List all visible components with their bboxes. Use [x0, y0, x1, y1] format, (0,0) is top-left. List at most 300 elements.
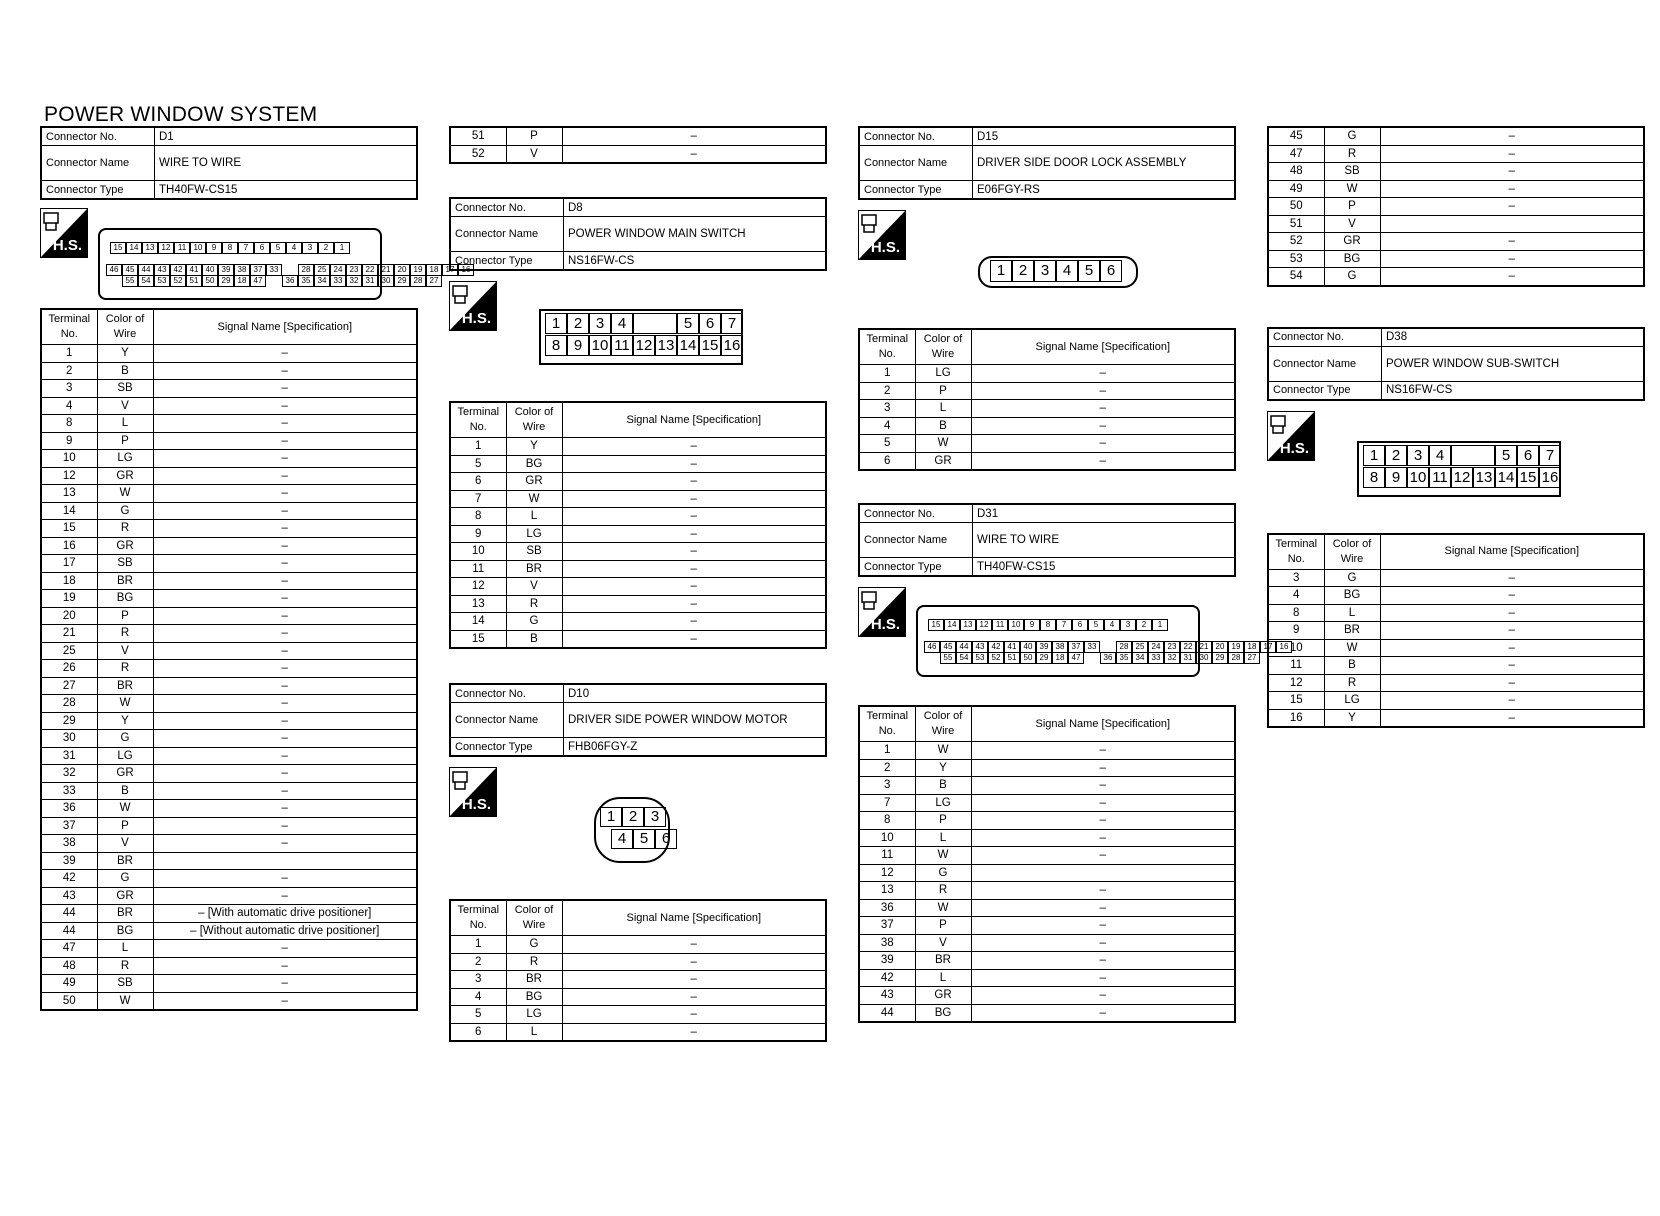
- wire-color-cell: SB: [1324, 163, 1380, 181]
- connector-pin: 51: [1004, 652, 1020, 664]
- connector-pin: 40: [202, 264, 218, 276]
- wire-color-cell: V: [1324, 215, 1380, 233]
- connector-pin: 15: [1517, 467, 1539, 488]
- terminal-no-cell: 51: [1268, 215, 1324, 233]
- signal-name-cell: –: [971, 742, 1235, 760]
- hs-label: H.S.: [870, 616, 900, 633]
- connector-pin: 3: [302, 242, 318, 254]
- signal-name-cell: –: [1380, 674, 1644, 692]
- wire-color-cell: W: [915, 847, 971, 865]
- terminal-no-cell: 2: [450, 953, 506, 971]
- signal-name-cell: –: [1380, 604, 1644, 622]
- table-row: [859, 452, 1235, 470]
- connector-pin: 9: [206, 242, 222, 254]
- terminal-no-cell: 44: [41, 922, 97, 940]
- table-row: [450, 525, 826, 543]
- connector-header-d8: [449, 197, 827, 271]
- connector-pin: [633, 313, 677, 334]
- table-row: [41, 520, 417, 538]
- connector-pin: 38: [1052, 641, 1068, 653]
- column-4: [1267, 126, 1645, 728]
- signal-name-cell: –: [153, 660, 417, 678]
- connector-type-label: Connector Type: [1268, 381, 1382, 400]
- connector-pin: [1451, 445, 1495, 466]
- signal-name-cell: –: [153, 380, 417, 398]
- wire-color-cell: W: [97, 992, 153, 1010]
- signal-name-cell: –: [562, 936, 826, 954]
- table-row: [859, 400, 1235, 418]
- table-row: [41, 957, 417, 975]
- connector-pin: 28: [1228, 652, 1244, 664]
- table-row: [1268, 233, 1644, 251]
- connector-pin: 28: [1116, 641, 1132, 653]
- connector-pin: 8: [1363, 467, 1385, 488]
- wire-color-cell: B: [97, 362, 153, 380]
- wire-color-cell: SB: [506, 543, 562, 561]
- connector-pin: 46: [924, 641, 940, 653]
- connector-header-d38: [1267, 327, 1645, 401]
- wire-color-cell: BG: [97, 590, 153, 608]
- terminal-no-cell: 10: [859, 829, 915, 847]
- signal-header: Signal Name [Specification]: [971, 706, 1235, 742]
- connector-pin: 15: [110, 242, 126, 254]
- connector-pin: 25: [1132, 641, 1148, 653]
- terminal-no-cell: 2: [859, 759, 915, 777]
- terminal-no-cell: 13: [450, 595, 506, 613]
- terminal-table-d31: [858, 705, 1236, 1023]
- table-row: [41, 992, 417, 1010]
- connector-pin: 12: [158, 242, 174, 254]
- connector-pin: 28: [410, 275, 426, 287]
- wire-color-cell: BG: [97, 922, 153, 940]
- connector-pin: 18: [1244, 641, 1260, 653]
- column-2: [449, 126, 827, 1042]
- table-row: [41, 940, 417, 958]
- table-row: [1268, 250, 1644, 268]
- terminal-table-d31-continued: [1267, 126, 1645, 287]
- connector-pin: 11: [174, 242, 190, 254]
- signal-name-cell: –: [153, 747, 417, 765]
- table-row: [41, 432, 417, 450]
- table-row: [450, 630, 826, 648]
- table-row: [859, 435, 1235, 453]
- signal-name-cell: –: [971, 794, 1235, 812]
- wire-color-cell: BG: [506, 988, 562, 1006]
- connector-pin: 38: [234, 264, 250, 276]
- terminal-no-cell: 17: [41, 555, 97, 573]
- table-row: [859, 777, 1235, 795]
- connector-pin: 3: [589, 313, 611, 334]
- hs-label: H.S.: [52, 237, 82, 254]
- connector-pin: 1: [1363, 445, 1385, 466]
- table-row: [41, 362, 417, 380]
- wire-color-cell: LG: [915, 794, 971, 812]
- connector-pin: 5: [1495, 445, 1517, 466]
- table-row: [1268, 674, 1644, 692]
- wire-color-cell: G: [97, 870, 153, 888]
- terminal-no-cell: 6: [450, 1023, 506, 1041]
- connector-pin: 34: [1132, 652, 1148, 664]
- table-row: [41, 607, 417, 625]
- wire-color-cell: G: [1324, 268, 1380, 286]
- wire-color-cell: W: [97, 800, 153, 818]
- connector-pin: 1: [545, 313, 567, 334]
- wire-color-cell: V: [97, 642, 153, 660]
- connector-pin: 4: [611, 829, 633, 849]
- table-row: [450, 595, 826, 613]
- signal-name-cell: –: [562, 455, 826, 473]
- signal-name-cell: –: [153, 712, 417, 730]
- table-row: [859, 899, 1235, 917]
- signal-name-cell: –: [971, 365, 1235, 383]
- color-header: Color of Wire: [915, 329, 971, 365]
- connector-pin: 30: [1196, 652, 1212, 664]
- signal-name-cell: –: [971, 952, 1235, 970]
- connector-pin: 18: [426, 264, 442, 276]
- connector-pin: 19: [1228, 641, 1244, 653]
- connector-pin: 29: [218, 275, 234, 287]
- connector-pin: 8: [1040, 619, 1056, 631]
- signal-name-cell: –: [153, 362, 417, 380]
- table-row: [41, 397, 417, 415]
- connector-pin: 21: [1196, 641, 1212, 653]
- connector-pin: 22: [1180, 641, 1196, 653]
- signal-name-cell: –: [971, 882, 1235, 900]
- connector-pin: 36: [282, 275, 298, 287]
- signal-name-cell: –: [153, 782, 417, 800]
- table-row: [41, 835, 417, 853]
- wire-color-cell: R: [1324, 674, 1380, 692]
- connector-name-label: Connector Name: [859, 146, 973, 181]
- signal-name-cell: –: [562, 490, 826, 508]
- connector-type-label: Connector Type: [41, 181, 155, 200]
- terminal-no-cell: 11: [859, 847, 915, 865]
- connector-pin: 13: [655, 335, 677, 356]
- connector-pin: 43: [154, 264, 170, 276]
- connector-type-label: Connector Type: [450, 738, 564, 757]
- connector-pin: 41: [186, 264, 202, 276]
- connector-pin: 9: [1024, 619, 1040, 631]
- connector-pin: 12: [976, 619, 992, 631]
- signal-header: Signal Name [Specification]: [562, 402, 826, 438]
- terminal-no-cell: 10: [450, 543, 506, 561]
- wire-color-cell: L: [506, 508, 562, 526]
- wire-color-cell: P: [915, 812, 971, 830]
- table-row: [859, 1004, 1235, 1022]
- wire-color-cell: BG: [915, 1004, 971, 1022]
- terminal-no-cell: 37: [41, 817, 97, 835]
- table-row: [450, 953, 826, 971]
- wire-color-cell: BR: [97, 572, 153, 590]
- wire-color-cell: W: [97, 695, 153, 713]
- signal-name-cell: [971, 864, 1235, 882]
- signal-name-cell: –: [562, 473, 826, 491]
- table-row: [859, 969, 1235, 987]
- page-title: POWER WINDOW SYSTEM: [44, 103, 318, 126]
- signal-name-cell: –: [1380, 250, 1644, 268]
- connector-pin: 11: [992, 619, 1008, 631]
- pin-block-d1: [98, 228, 471, 300]
- connector-pin: 5: [677, 313, 699, 334]
- connector-pin: 24: [330, 264, 346, 276]
- terminal-no-cell: 14: [450, 613, 506, 631]
- terminal-table-d38: [1267, 533, 1645, 729]
- connector-pin: 16: [721, 335, 743, 356]
- pin-block-d15: [978, 256, 1138, 288]
- terminal-no-cell: 2: [41, 362, 97, 380]
- wire-color-cell: R: [1324, 145, 1380, 163]
- connector-no-value: D31: [973, 504, 1236, 523]
- terminal-no-cell: 25: [41, 642, 97, 660]
- connector-pin: 52: [170, 275, 186, 287]
- terminal-no-header: Terminal No.: [450, 900, 506, 936]
- column-1: [40, 126, 471, 1011]
- wire-color-cell: R: [506, 595, 562, 613]
- connector-pin: 23: [346, 264, 362, 276]
- connector-pin: 39: [218, 264, 234, 276]
- connector-pin: 34: [314, 275, 330, 287]
- connector-name-value: DRIVER SIDE DOOR LOCK ASSEMBLY: [973, 146, 1236, 181]
- signal-name-cell: – [With automatic drive positioner]: [153, 905, 417, 923]
- signal-name-cell: –: [153, 520, 417, 538]
- wire-color-cell: BG: [1324, 250, 1380, 268]
- wire-color-cell: SB: [97, 555, 153, 573]
- terminal-no-cell: 9: [1268, 622, 1324, 640]
- connector-pin: 51: [186, 275, 202, 287]
- connector-pin: 47: [1068, 652, 1084, 664]
- connector-pin: 14: [126, 242, 142, 254]
- signal-name-cell: –: [153, 940, 417, 958]
- connector-pin: 32: [1164, 652, 1180, 664]
- terminal-no-cell: 38: [859, 934, 915, 952]
- wire-color-cell: SB: [97, 975, 153, 993]
- connector-pin: 6: [254, 242, 270, 254]
- connector-pin: 3: [1120, 619, 1136, 631]
- terminal-no-cell: 19: [41, 590, 97, 608]
- terminal-no-cell: 38: [41, 835, 97, 853]
- terminal-table-d10: [449, 899, 827, 1042]
- connector-pin: 16: [458, 264, 474, 276]
- table-row: [859, 742, 1235, 760]
- signal-name-cell: –: [153, 870, 417, 888]
- wire-color-cell: SB: [97, 380, 153, 398]
- connector-header-d31: [858, 503, 1236, 577]
- connector-pin: 8: [545, 335, 567, 356]
- terminal-no-cell: 29: [41, 712, 97, 730]
- wire-color-cell: R: [506, 953, 562, 971]
- signal-name-cell: [153, 852, 417, 870]
- table-row: [41, 572, 417, 590]
- terminal-no-cell: 6: [859, 452, 915, 470]
- terminal-no-cell: 4: [859, 417, 915, 435]
- connector-pin: 17: [1260, 641, 1276, 653]
- signal-name-cell: –: [153, 485, 417, 503]
- connector-pin: 11: [1429, 467, 1451, 488]
- connector-pin: 2: [622, 807, 644, 827]
- terminal-no-cell: 6: [450, 473, 506, 491]
- connector-no-label: Connector No.: [450, 198, 564, 217]
- terminal-table-d15: [858, 328, 1236, 471]
- wire-color-cell: BR: [506, 971, 562, 989]
- connector-pin: 22: [362, 264, 378, 276]
- signal-name-cell: –: [153, 607, 417, 625]
- table-row: [41, 817, 417, 835]
- table-row: [41, 922, 417, 940]
- signal-name-cell: –: [1380, 657, 1644, 675]
- signal-name-cell: –: [971, 435, 1235, 453]
- signal-name-cell: –: [971, 382, 1235, 400]
- connector-pin: 29: [1212, 652, 1228, 664]
- signal-name-cell: –: [153, 555, 417, 573]
- harness-side-icon: [449, 767, 497, 817]
- table-row: [450, 971, 826, 989]
- terminal-no-cell: 11: [450, 560, 506, 578]
- wire-color-cell: W: [1324, 180, 1380, 198]
- table-row: [859, 382, 1235, 400]
- wire-color-cell: G: [915, 864, 971, 882]
- table-row: [1268, 639, 1644, 657]
- connector-pin: 2: [1136, 619, 1152, 631]
- table-row: [1268, 145, 1644, 163]
- terminal-no-cell: 12: [1268, 674, 1324, 692]
- table-row: [450, 988, 826, 1006]
- connector-header-d10: [449, 683, 827, 757]
- color-header: Color of Wire: [506, 402, 562, 438]
- signal-name-cell: –: [153, 835, 417, 853]
- terminal-no-cell: 47: [1268, 145, 1324, 163]
- signal-header: Signal Name [Specification]: [153, 309, 417, 345]
- connector-pin: 55: [940, 652, 956, 664]
- connector-pin: 24: [1148, 641, 1164, 653]
- wire-color-cell: P: [915, 917, 971, 935]
- connector-pin: 55: [122, 275, 138, 287]
- terminal-no-cell: 53: [1268, 250, 1324, 268]
- connector-header-d15: [858, 126, 1236, 200]
- connector-pin: 54: [138, 275, 154, 287]
- connector-pin: 4: [286, 242, 302, 254]
- wire-color-cell: G: [506, 613, 562, 631]
- table-row: [41, 537, 417, 555]
- signal-name-cell: –: [971, 934, 1235, 952]
- wire-color-cell: BG: [1324, 587, 1380, 605]
- connector-pin: 14: [944, 619, 960, 631]
- wire-color-cell: V: [506, 578, 562, 596]
- wire-color-cell: LG: [506, 1006, 562, 1024]
- terminal-no-cell: 4: [450, 988, 506, 1006]
- table-row: [41, 677, 417, 695]
- hs-label: H.S.: [461, 796, 491, 813]
- table-row: [1268, 180, 1644, 198]
- wire-color-cell: W: [915, 742, 971, 760]
- connector-pin: 33: [1084, 641, 1100, 653]
- terminal-no-cell: 39: [41, 852, 97, 870]
- table-row: [859, 365, 1235, 383]
- signal-name-cell: –: [562, 1023, 826, 1041]
- wire-color-cell: B: [506, 630, 562, 648]
- connector-pin: 29: [394, 275, 410, 287]
- signal-name-cell: –: [153, 572, 417, 590]
- connector-pin: 7: [1539, 445, 1561, 466]
- wire-color-cell: P: [97, 607, 153, 625]
- connector-name-label: Connector Name: [450, 703, 564, 738]
- table-row: [1268, 569, 1644, 587]
- terminal-no-cell: 10: [1268, 639, 1324, 657]
- signal-name-cell: –: [1380, 622, 1644, 640]
- table-row: [1268, 268, 1644, 286]
- wire-color-cell: GR: [97, 887, 153, 905]
- terminal-no-cell: 4: [41, 397, 97, 415]
- terminal-no-cell: 28: [41, 695, 97, 713]
- connector-no-value: D8: [564, 198, 827, 217]
- table-row: [450, 438, 826, 456]
- terminal-no-cell: 32: [41, 765, 97, 783]
- wire-color-cell: LG: [506, 525, 562, 543]
- connector-type-value: NS16FW-CS: [564, 252, 827, 271]
- harness-side-icon: [449, 281, 497, 331]
- terminal-no-cell: 48: [1268, 163, 1324, 181]
- color-header: Color of Wire: [506, 900, 562, 936]
- connector-pin: 32: [346, 275, 362, 287]
- connector-pin: 3: [1034, 260, 1056, 282]
- signal-name-cell: –: [153, 537, 417, 555]
- signal-name-cell: –: [153, 695, 417, 713]
- terminal-no-cell: 3: [41, 380, 97, 398]
- signal-name-cell: –: [1380, 569, 1644, 587]
- wire-color-cell: L: [97, 940, 153, 958]
- pin-block-d8: [539, 309, 743, 365]
- wire-color-cell: Y: [915, 759, 971, 777]
- connector-name-value: WIRE TO WIRE: [973, 523, 1236, 558]
- table-row: [41, 485, 417, 503]
- wire-color-cell: G: [506, 936, 562, 954]
- connector-pin: 46: [106, 264, 122, 276]
- terminal-no-cell: 26: [41, 660, 97, 678]
- terminal-no-cell: 12: [450, 578, 506, 596]
- table-row: [41, 887, 417, 905]
- signal-name-cell: –: [971, 452, 1235, 470]
- connector-pin: 53: [154, 275, 170, 287]
- table-row: [450, 613, 826, 631]
- signal-name-cell: –: [971, 1004, 1235, 1022]
- terminal-no-cell: 21: [41, 625, 97, 643]
- connector-pin: 10: [190, 242, 206, 254]
- wire-color-cell: W: [915, 899, 971, 917]
- terminal-no-cell: 45: [1268, 127, 1324, 145]
- wire-color-cell: P: [506, 127, 562, 145]
- hs-label: H.S.: [870, 239, 900, 256]
- wire-color-cell: GR: [506, 473, 562, 491]
- signal-name-cell: –: [153, 502, 417, 520]
- connector-type-value: FHB06FGY-Z: [564, 738, 827, 757]
- terminal-no-cell: 43: [859, 987, 915, 1005]
- connector-header-d1: [40, 126, 418, 200]
- table-row: [41, 975, 417, 993]
- connector-pin: 5: [1088, 619, 1104, 631]
- connector-pin: 6: [699, 313, 721, 334]
- table-row: [41, 642, 417, 660]
- connector-pin: 5: [1078, 260, 1100, 282]
- connector-pin: 15: [699, 335, 721, 356]
- connector-pin: 13: [960, 619, 976, 631]
- terminal-no-header: Terminal No.: [41, 309, 97, 345]
- connector-pin: 2: [1012, 260, 1034, 282]
- connector-pin: 42: [988, 641, 1004, 653]
- wire-color-cell: BR: [97, 677, 153, 695]
- connector-pin: 37: [250, 264, 266, 276]
- connector-pin: 13: [142, 242, 158, 254]
- connector-pin: 7: [721, 313, 743, 334]
- connector-pin: 30: [378, 275, 394, 287]
